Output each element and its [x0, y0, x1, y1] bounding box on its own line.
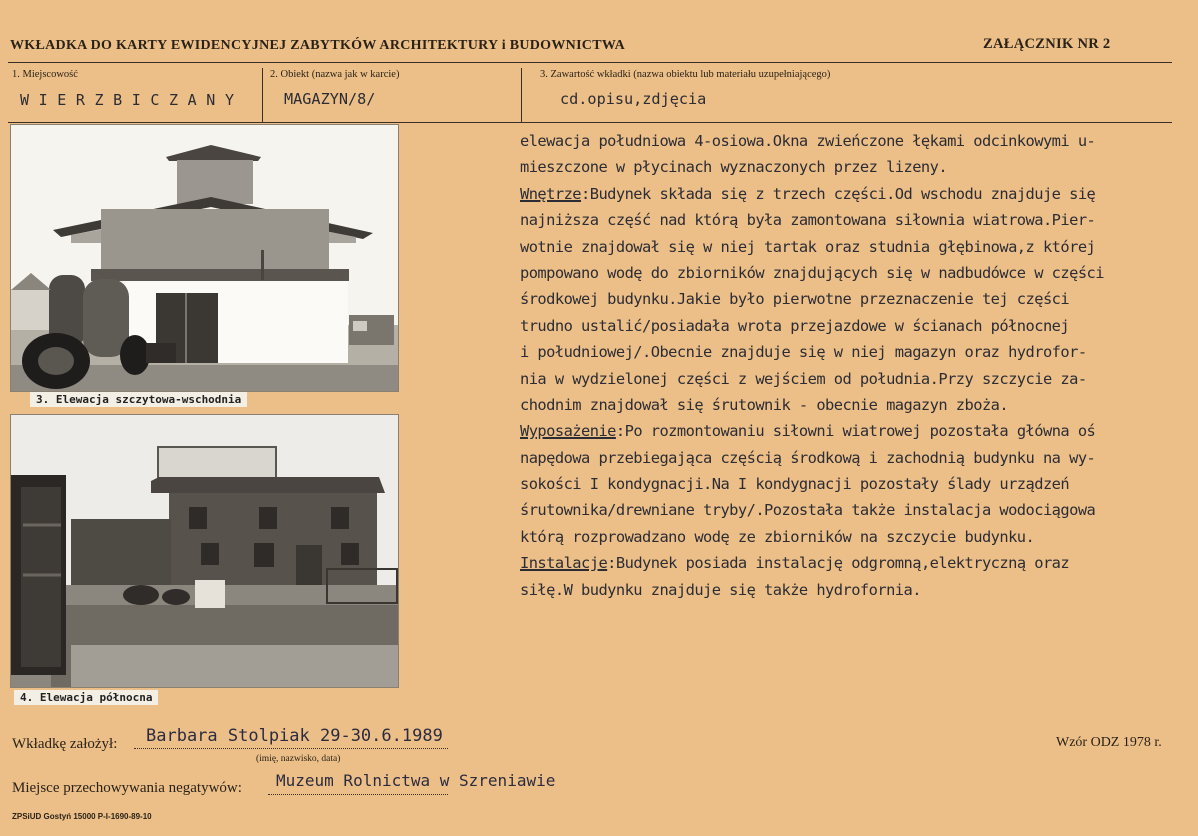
section-heading: Wyposażenie [520, 422, 616, 441]
description-line-text: trudno ustalić/posiadała wrota przejazdowe w ścianach północnej [520, 316, 1070, 335]
photo-caption-2: 4. Elewacja północna [14, 690, 158, 705]
description-line [520, 471, 1192, 497]
description-line [520, 497, 1192, 523]
description-line [520, 181, 1192, 207]
content-value: cd.opisu,zdjęcia [560, 90, 707, 108]
description-line-text: najniższa część nad którą była zamontowana siłownia wiatrowa.Pier- [520, 211, 1096, 230]
section-heading: Instalacje [520, 554, 608, 573]
description-line-text: elewacja południowa 4-osiowa.Okna zwieńczone łękami odcinkowymi u- [520, 132, 1096, 150]
storage-label: Miejsce przechowywania negatywów: [12, 780, 242, 796]
founder-hint: (imię, nazwisko, data) [256, 754, 341, 764]
description-line-text: mieszczone w płycinach wyznaczonych przez lizeny. [520, 158, 948, 177]
description-line-text: wotnie znajdował się w niej tartak oraz studnia głębinowa,z której [520, 237, 1096, 256]
description-line [520, 550, 1192, 576]
header-divider [8, 62, 1172, 63]
description-line [520, 524, 1192, 550]
storage-value: Muzeum Rolnictwa w Szreniawie [276, 771, 556, 790]
content-label: 3. Zawartość wkładki (nazwa obiektu lub materiału uzupełniającego) [540, 69, 831, 80]
object-value: MAGAZYN/8/ [284, 90, 376, 108]
description-line [520, 313, 1192, 339]
description-line-text: sokości I kondygnacji.Na I kondygnacji pozostały ślady urządzeń [520, 475, 1070, 494]
field-divider-1 [262, 68, 263, 122]
photo-north [10, 414, 399, 688]
description-line [520, 366, 1192, 392]
attachment-number: ZAŁĄCZNIK NR 2 [983, 36, 1111, 52]
founder-underline [134, 748, 448, 749]
description-line-text: chodnim znajdował się śrutownik - obecnie magazyn zboża. [520, 395, 1009, 414]
description-line [520, 260, 1192, 286]
photo-east-gable [10, 124, 399, 392]
description-line-text: :Po rozmontowaniu siłowni wiatrowej pozostała główna oś [615, 422, 1096, 441]
print-info: ZPSiUD Gostyń 15000 P-I-1690-89-10 [12, 812, 152, 821]
description-line [520, 392, 1192, 418]
description-line-text: którą rozprowadzano wodę ze zbiorników na szczycie budynku. [520, 527, 1035, 546]
description-line [520, 128, 1192, 154]
storage-underline [268, 794, 448, 795]
founder-value: Barbara Stolpiak 29-30.6.1989 [146, 726, 443, 746]
field-divider-2 [521, 68, 522, 122]
description-line-text: :Budynek składa się z trzech części.Od wschodu znajduje się [581, 184, 1096, 203]
place-label: 1. Miejscowość [12, 69, 78, 80]
photo-caption-1: 3. Elewacja szczytowa-wschodnia [30, 392, 247, 407]
founder-label: Wkładkę założył: [12, 736, 118, 752]
document-title: WKŁADKA DO KARTY EWIDENCYJNEJ ZABYTKÓW ARCHITEKTURY i BUDOWNICTWA [10, 38, 626, 53]
description-line [520, 154, 1192, 180]
description-line-text: napędowa przebiegająca częścią środkową i zachodnią budynku na wy- [520, 448, 1096, 467]
description-line-text: i południowej/.Obecnie znajduje się w niej magazyn oraz hydrofor- [520, 343, 1087, 362]
place-value: WIERZBICZANY [20, 91, 244, 109]
description-line [520, 339, 1192, 365]
description-line [520, 286, 1192, 312]
description-text [520, 128, 1192, 603]
description-line-text: siłę.W budynku znajduje się także hydrofornia. [520, 580, 921, 599]
building-gable-image [11, 125, 398, 391]
description-line [520, 418, 1192, 444]
description-line [520, 577, 1192, 603]
description-line-text: środkowej budynku.Jakie było pierwotne przeznaczenie tej części [520, 290, 1070, 309]
section-heading: Wnętrze [520, 184, 582, 203]
description-line-text: pompowano wodę do zbiorników znajdujących się w nadbudówce w części [520, 263, 1104, 282]
object-label: 2. Obiekt (nazwa jak w karcie) [270, 69, 400, 80]
fields-divider [8, 122, 1172, 123]
description-line-text: :Budynek posiada instalację odgromną,elektryczną oraz [607, 554, 1070, 573]
description-line-text: nia w wydzielonej części z wejściem od południa.Przy szczycie za- [520, 369, 1087, 388]
description-line [520, 445, 1192, 471]
description-line [520, 207, 1192, 233]
description-line-text: śrutownika/drewniane tryby/.Pozostała także instalacja wodociągowa [520, 501, 1096, 520]
description-line [520, 234, 1192, 260]
building-north-image [11, 415, 398, 687]
pattern-label: Wzór ODZ 1978 r. [1056, 735, 1162, 750]
